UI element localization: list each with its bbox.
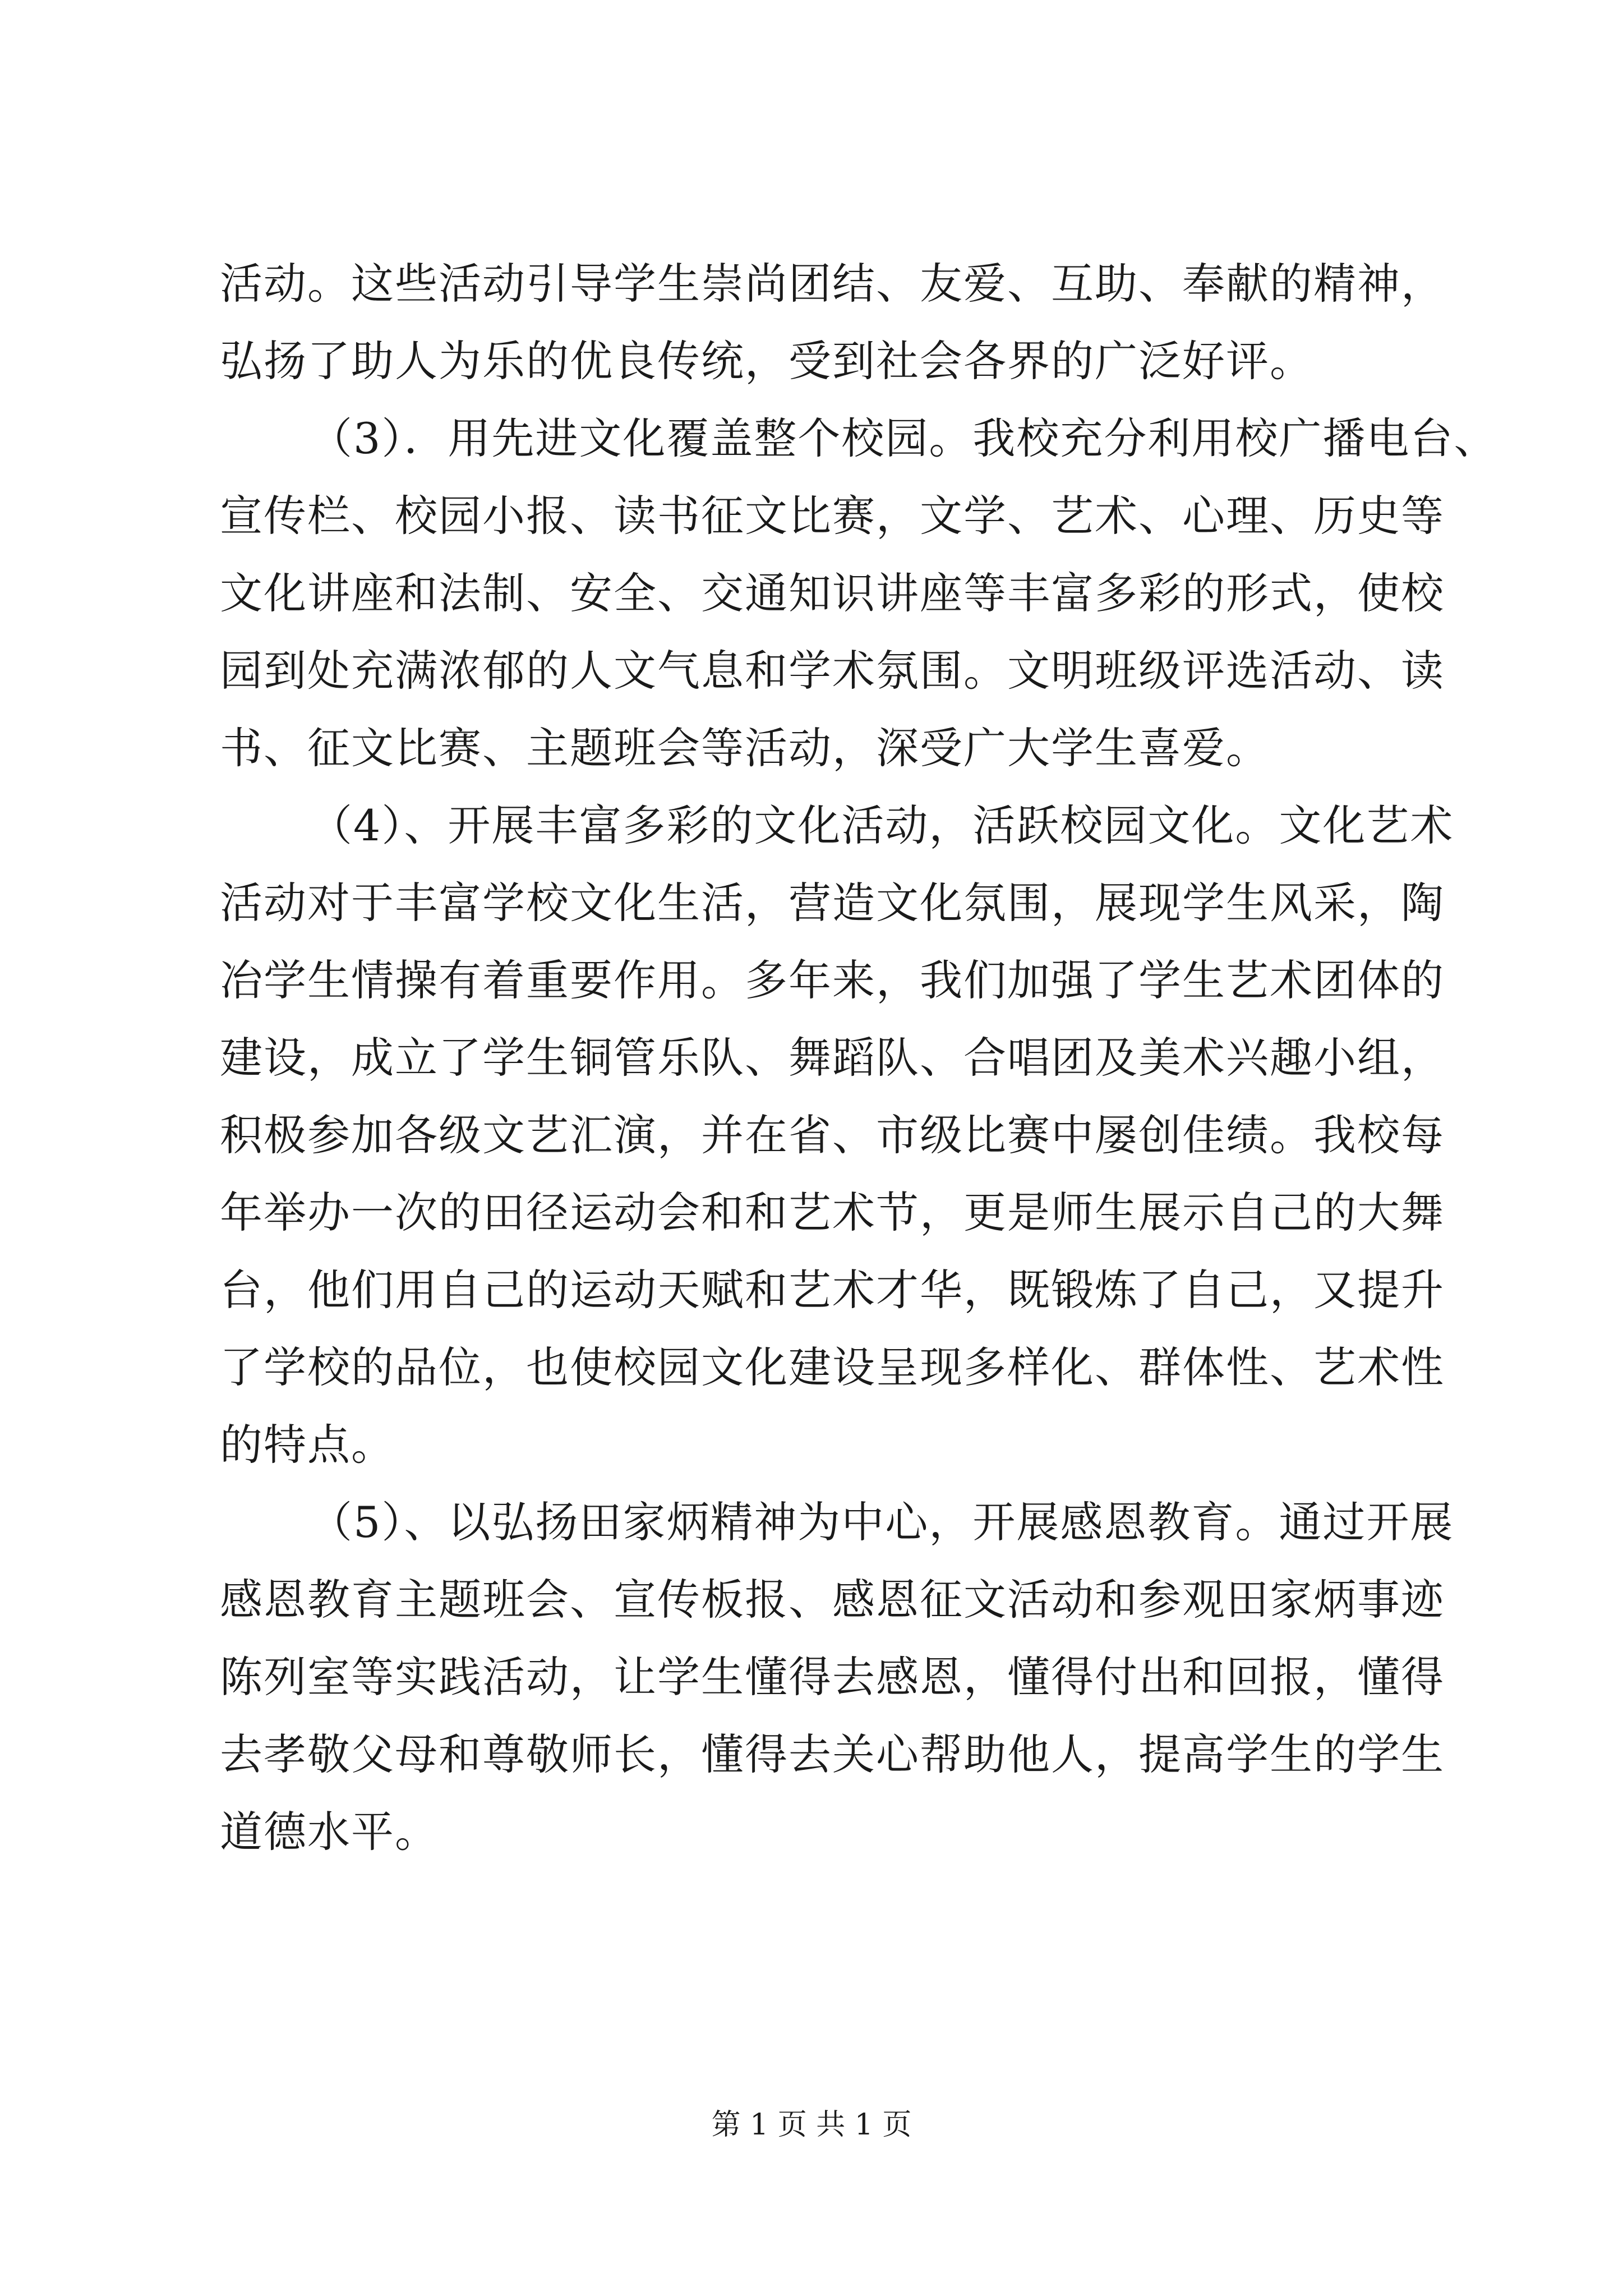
- body-line-20: 去孝敬父母和尊敬师长，懂得去关心帮助他人，提高学生的学生: [220, 1729, 1445, 1779]
- body-line-14: 台，他们用自己的运动天赋和艺术才华，既锻炼了自己，又提升: [220, 1265, 1445, 1315]
- document-body: [220, 245, 1498, 1871]
- paragraph-4-start: （4）、开展丰富多彩的文化活动，活跃校园文化。文化艺术: [310, 800, 1454, 850]
- body-line-12: 积极参加各级文艺汇演，并在省、市级比赛中屡创佳绩。我校每: [220, 1110, 1445, 1160]
- body-line-7: 书、征文比赛、主题班会等活动，深受广大学生喜爱。: [220, 723, 1270, 773]
- body-line-10: 冶学生情操有着重要作用。多年来，我们加强了学生艺术团体的: [220, 955, 1445, 1005]
- paragraph-3-start: （3）．用先进文化覆盖整个校园。我校充分利用校广播电台、: [310, 413, 1498, 463]
- body-line-13: 年举办一次的田径运动会和和艺术节，更是师生展示自己的大舞: [220, 1188, 1445, 1237]
- body-line-6: 园到处充满浓郁的人文气息和学术氛围。文明班级评选活动、读: [220, 646, 1445, 696]
- body-line-21: 道德水平。: [220, 1807, 439, 1857]
- body-line-5: 文化讲座和法制、安全、交通知识讲座等丰富多彩的形式，使校: [220, 568, 1445, 618]
- body-line-4: 宣传栏、校园小报、读书征文比赛，文学、艺术、心理、历史等: [220, 491, 1445, 541]
- paragraph-5-start: （5）、以弘扬田家炳精神为中心，开展感恩教育。通过开展: [310, 1497, 1454, 1547]
- body-line-11: 建设，成立了学生铜管乐队、舞蹈队、合唱团及美术兴趣小组，: [220, 1033, 1445, 1083]
- body-line-19: 陈列室等实践活动，让学生懂得去感恩，懂得付出和回报，懂得: [220, 1652, 1445, 1702]
- body-line-1: 活动。这些活动引导学生崇尚团结、友爱、互助、奉献的精神，: [220, 259, 1445, 309]
- body-line-2: 弘扬了助人为乐的优良传统，受到社会各界的广泛好评。: [220, 336, 1313, 386]
- body-line-18: 感恩教育主题班会、宣传板报、感恩征文活动和参观田家炳事迹: [220, 1575, 1445, 1625]
- body-line-16: 的特点。: [220, 1420, 395, 1470]
- body-line-9: 活动对于丰富学校文化生活，营造文化氛围，展现学生风采，陶: [220, 878, 1445, 928]
- page-number-footer: 第 1 页 共 1 页: [711, 2108, 912, 2142]
- body-line-15: 了学校的品位，也使校园文化建设呈现多样化、群体性、艺术性: [220, 1342, 1445, 1392]
